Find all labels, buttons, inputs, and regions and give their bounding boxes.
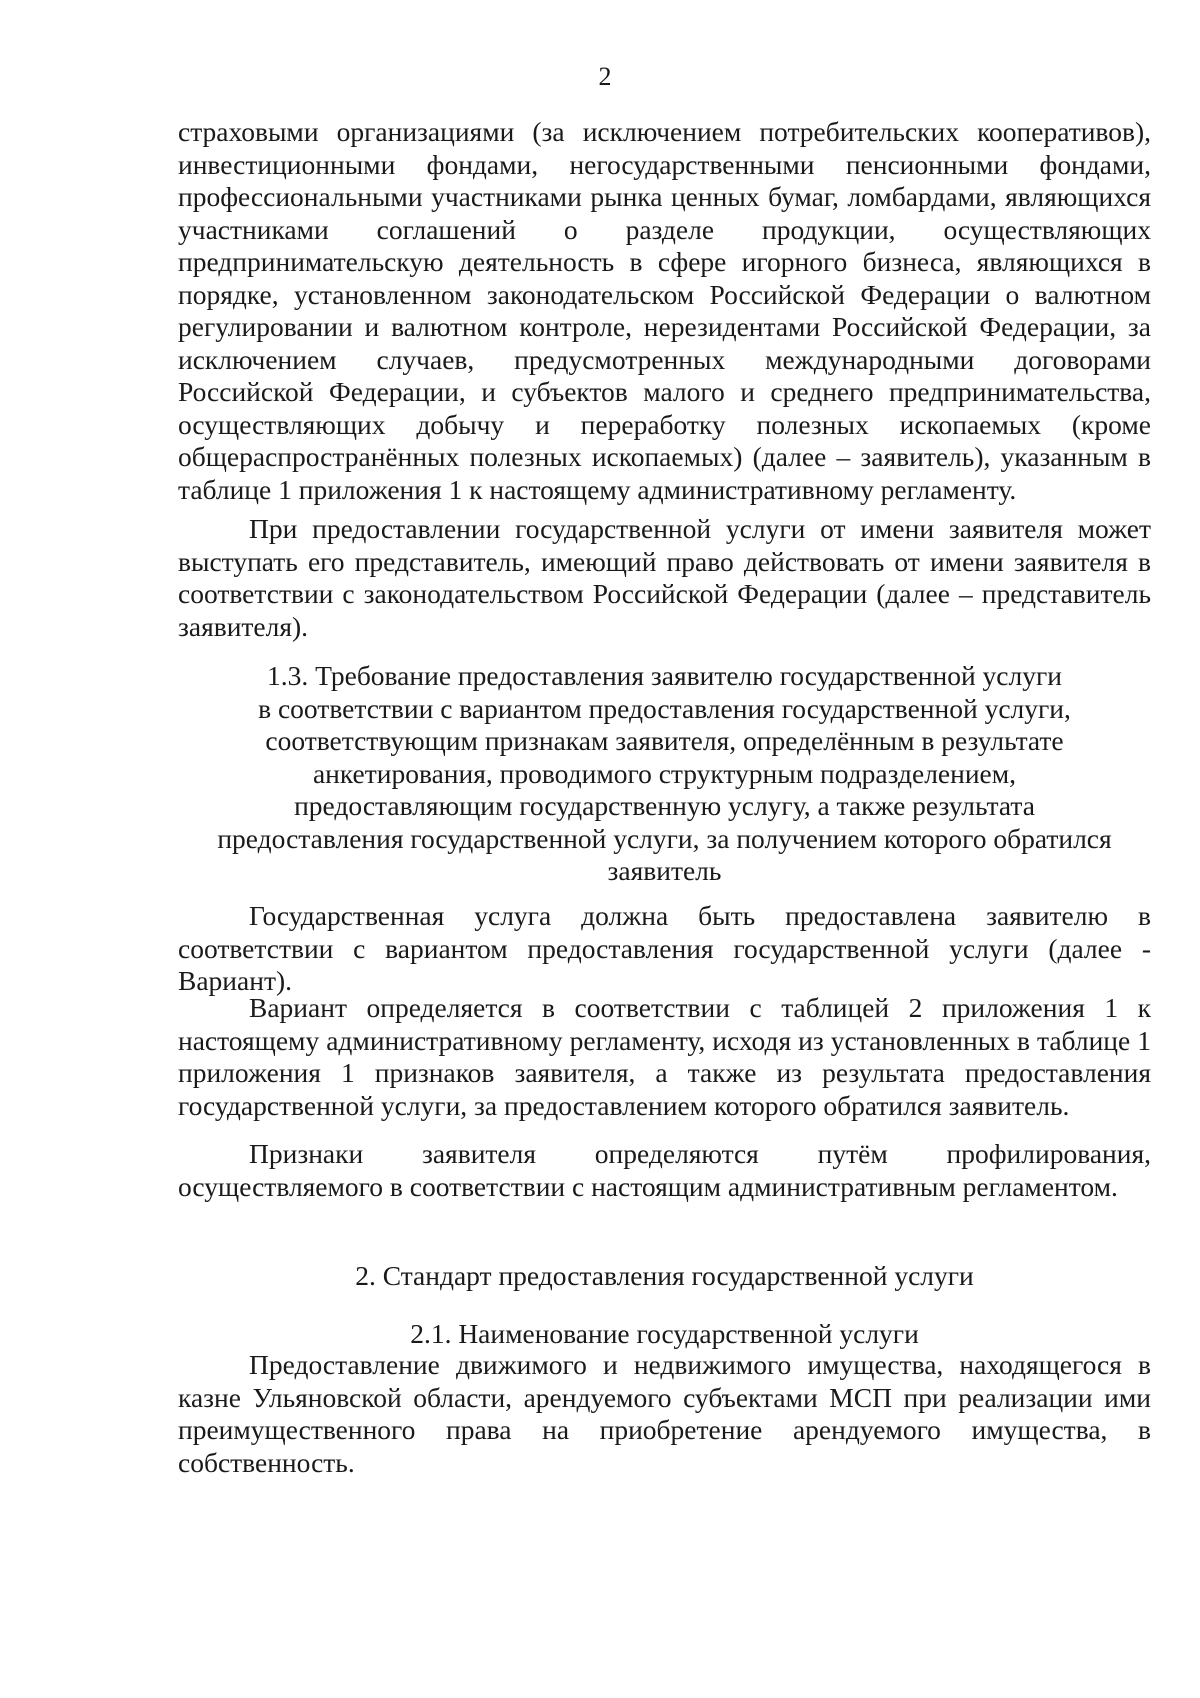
section-heading-2-1 — [178, 1318, 1151, 1351]
paragraph-applicants-list — [178, 116, 1151, 506]
heading-line: заявитель — [607, 855, 722, 886]
section-heading-1-3 — [178, 660, 1151, 888]
heading-line: соответствующим признакам заявителя, определённым в результате — [265, 725, 1064, 756]
section-heading-2 — [178, 1260, 1151, 1293]
page-number: 2 — [598, 62, 612, 91]
heading-line: предоставления государственной услуги, за получением которого обратился — [217, 822, 1112, 854]
paragraph-service-name — [178, 1349, 1151, 1479]
heading-2-1: 2.1. Наименование государственной услуги — [410, 1318, 919, 1349]
heading-line: предоставляющим государственную услугу, а также результата — [294, 790, 1035, 821]
paragraph: Государственная услуга должна быть предоставлена заявителю в соответствии с вариантом предоставления государственной услуги (далее - Вариант). — [178, 900, 1151, 996]
paragraph: При предоставлении государственной услуги от имени заявителя может выступать его представитель, имеющий право действовать от имени заявителя в соответствии с законодательством Российской Федерации (далее – представитель заявителя). — [178, 513, 1151, 642]
heading-line: анкетирования, проводимого структурным подразделением, — [312, 757, 1017, 789]
heading-line: в соответствии с вариантом предоставления государственной услуги, — [258, 692, 1071, 724]
paragraph: Вариант определяется в соответствии с таблицей 2 приложения 1 к настоящему административному регламенту, исходя из установленных в таблице 1 приложения 1 признаков заявителя, а также из результата предоставления государственной услуги, за предоставлением которого обратился заявитель. — [178, 992, 1151, 1121]
paragraph: страховыми организациями (за исключением потребительских кооперативов), инвестиционными фондами, негосударственными пенсионными фондами, профессиональными участниками рынка ценных бумаг, ломбардами, являющихся участниками соглашений о разделе продукции, осуществляющих предпринимательскую деятельность в сфере игорного бизнеса, являющихся в порядке, установленном законодательском Российской Федерации о валютном регулировании и валютном контроле, нерезидентами Российской Федерации, за исключением случаев, предусмотренных международными договорами Российской Федерации, и субъектов малого и среднего предпринимательства, осуществляющих добычу и переработку полезных ископаемых (кроме общераспространённых полезных ископаемых) (далее – заявитель), указанным в таблице 1 приложения 1 к настоящему административному регламенту. — [178, 116, 1151, 505]
paragraph-applicant-features — [178, 1138, 1151, 1203]
paragraph-representative — [178, 513, 1151, 643]
heading-1-3 — [178, 660, 1151, 888]
paragraph: Предоставление движимого и недвижимого имущества, находящегося в казне Ульяновской области, арендуемого субъектами МСП при реализации ими преимущественного права на приобретение арендуемого имущества, в собственность. — [178, 1349, 1151, 1478]
paragraph: Признаки заявителя определяются путём профилирования, осуществляемого в соответствии с настоящим административным регламентом. — [178, 1138, 1151, 1202]
heading-2: 2. Стандарт предоставления государственной услуги — [355, 1260, 974, 1291]
heading-line: 1.3. Требование предоставления заявителю государственной услуги — [266, 660, 1062, 691]
paragraph-variant-definition — [178, 900, 1151, 998]
paragraph-variant-selection — [178, 992, 1151, 1122]
